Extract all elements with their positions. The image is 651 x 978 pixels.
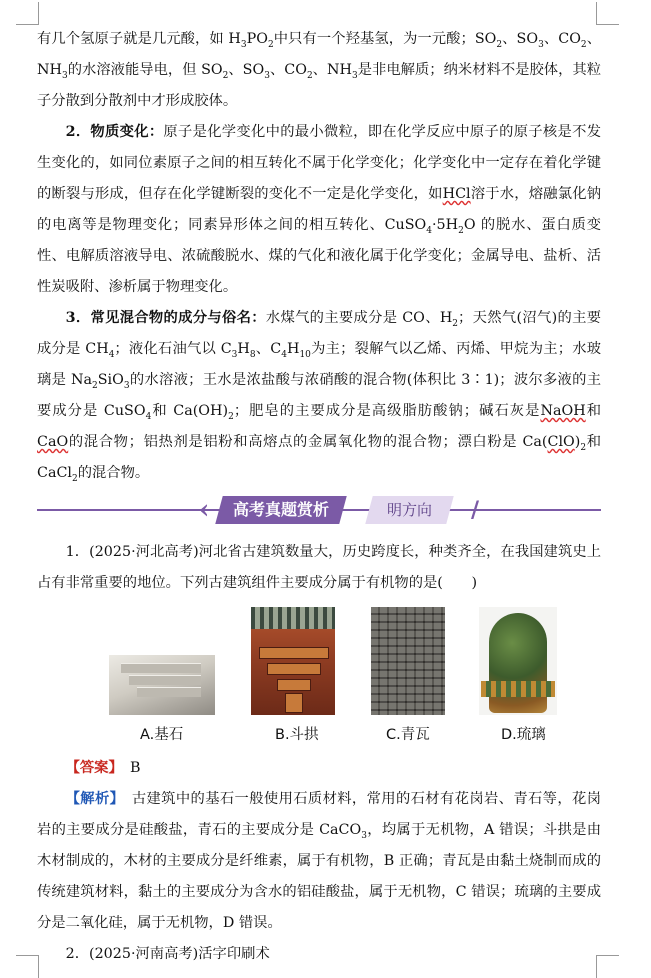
- option-a-label: A.基石: [140, 727, 184, 743]
- foundation-stone-image: [109, 655, 215, 715]
- question-1-stem: 1．(2025·河北高考)河北省古建筑数量大，历史跨度长，种类齐全，在我国建筑史上占有非常重要的地位。下列古建筑组件主要成分属于有机物的是( ): [37, 544, 601, 591]
- section-banner: [37, 495, 601, 525]
- analysis-label: 【解析】: [65, 791, 118, 807]
- question-2-stem: 2．(2025·河南高考)活字印刷术: [65, 946, 270, 962]
- option-c-label: C.青瓦: [386, 727, 430, 743]
- document-page: [37, 24, 601, 970]
- answer-line: [37, 753, 601, 784]
- glazed-tile-image: [479, 607, 557, 715]
- banner-subtitle: 明方向: [365, 496, 454, 524]
- section-3-title: 3．常见混合物的成分与俗名：: [65, 310, 266, 326]
- page-corner-mark: [16, 2, 39, 25]
- answer-label: 【答案】: [65, 760, 116, 776]
- page-corner-mark: [596, 2, 619, 25]
- analysis-paragraph: 【解析】 古建筑中的基石一般使用石质材料，常用的石材有花岗岩、青石等，花岗岩的主要成分是硅酸盐，青石的主要成分是 CaCO$_3$，均属于无机物，A 错误；斗拱是由木材制成的，木材的主要成分是纤维素，属于有机物，B 正确；青瓦是由黏土烧制而成的传统建筑材料，黏土的主要成分为含水的铝硅酸盐，属于无机物，C 错误；琉璃的主要成分是二氧化硅，属于无机物，D 错误。: [37, 791, 602, 931]
- option-d-label: D.琉璃: [501, 727, 546, 743]
- question-1-figures: [37, 607, 601, 753]
- answer-value: B: [129, 760, 141, 776]
- banner-title: 高考真题赏析: [215, 496, 347, 524]
- bracket-set-image: [251, 607, 335, 715]
- page-corner-mark: [16, 955, 39, 978]
- slash-decoration-icon: /: [471, 497, 480, 523]
- section-2-paragraph: 2．物质变化：原子是化学变化中的最小微粒，即在化学反应中原子的原子核是不发生变化的，如同位素原子之间的相互转化不属于化学变化；化学变化中一定存在着化学键的断裂与形成，但存在化学键断裂的变化不一定是化学变化，如HCl溶于水，熔融氯化钠的电离等是物理变化；同素异形体之间的相互转化、$CuSO_4\cdot 5H_2O$ 的脱水、蛋白质变性、电解质溶液导电、浓硫酸脱水、煤的气化和液化属于化学变化；金属导电、盐析、活性炭吸附、渗析属于物理变化。: [37, 124, 602, 295]
- grey-tile-image: [371, 607, 445, 715]
- option-b-label: B.斗拱: [275, 727, 319, 743]
- intro-paragraph: 有几个氢原子就是几元酸，如 $H_3PO_2$中只有一个羟基氢，为一元酸；$SO_2$、$SO_3$、$CO_2$、$NH_3$的水溶液能导电，但 $SO_2$、$SO_3$、$CO_2$、$NH_3$是非电解质；纳米材料不是胶体，其粒子分散到分散剂中才形成胶体。: [37, 31, 602, 109]
- section-3-paragraph: 3．常见混合物的成分与俗名：水煤气的主要成分是 CO、$H_2$；天然气(沼气)的主要成分是 $CH_4$；液化石油气以 $C_3H_8$、$C_4H_{10}$为主；裂解气以乙烯、丙烯、甲烷为主；水玻璃是 $Na_2SiO_3$的水溶液；王水是浓盐酸与浓硝酸的混合物(体积比 3∶1)；波尔多液的主要成分是 CuSO$_4$和 $Ca(OH)_2$；肥皂的主要成分是高级脂肪酸钠；碱石灰是NaOH和CaO的混合物；铝热剂是铝粉和高熔点的金属氧化物的混合物；漂白粉是 $Ca(ClO)_2$和 CaCl$_2$的混合物。: [37, 310, 602, 484]
- section-2-title: 2．物质变化：: [65, 124, 164, 140]
- chevron-left-icon: ‹: [199, 495, 210, 525]
